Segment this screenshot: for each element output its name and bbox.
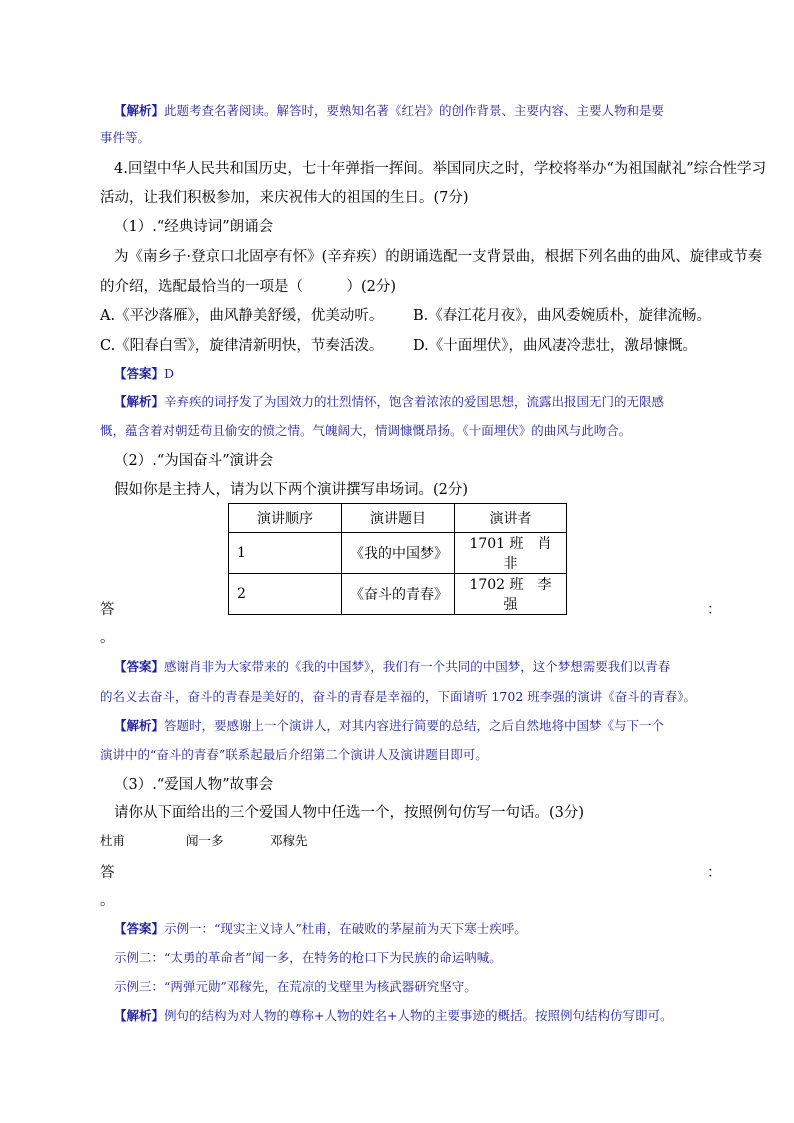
analysis-text: 此题考查名著阅读。解答时，要熟知名著《红岩》的创作背景、主要内容、主要人物和是要 xyxy=(164,103,665,118)
table-header-row xyxy=(229,504,567,533)
name-wenyiduo: 闻一多 xyxy=(186,833,224,848)
analysis-tag: 【解析】 xyxy=(114,1008,165,1023)
answer-tag: 【答案】 xyxy=(114,921,165,936)
analysis-tag: 【解析】 xyxy=(114,103,165,118)
option-c: C.《阳春白雪》，旋律清新明快，节奏活泼。 xyxy=(100,338,384,354)
sub3-answer-example1 xyxy=(100,919,527,937)
sub2-title: （2）.“为国奋斗”演讲会 xyxy=(114,453,274,469)
sub2-answer-line2: 的名义去奋斗，奋斗的青春是美好的，奋斗的青春是幸福的，下面请听 1702 班李强的演讲《奋斗的青春》。 xyxy=(100,689,697,704)
table-row xyxy=(229,533,567,574)
table-header: 演讲顺序 xyxy=(229,504,342,533)
analysis-tag: 【解析】 xyxy=(114,394,165,409)
sub1-prompt-line1: 为《南乡子·登京口北固亭有怀》(辛弃疾）的朗诵选配一支背景曲，根据下列名曲的曲风、旋律或节奏 xyxy=(114,249,763,265)
sub3-answer-example3: 示例三：“两弹元勋”邓稼先，在荒凉的戈壁里为核武器研究坚守。 xyxy=(114,979,477,994)
answer-tag: 【答案】 xyxy=(114,366,165,381)
answer-value: D xyxy=(164,366,175,381)
sub2-answer-line1 xyxy=(100,657,670,675)
sub2-answer-colon: ： xyxy=(707,602,722,618)
question-4-line2: 活动，让我们积极参加，来庆祝伟大的祖国的生日。(7分) xyxy=(100,190,469,206)
sub3-analysis xyxy=(100,1006,672,1024)
option-b: B.《春江花月夜》，曲风委婉质朴，旋律流畅。 xyxy=(413,308,712,324)
answer-tag: 【答案】 xyxy=(114,659,165,674)
sub1-analysis-line1 xyxy=(100,392,664,410)
sub3-answer-period: 。 xyxy=(100,893,115,909)
sub3-answer-example2: 示例二：“太勇的革命者”闻一多，在特务的枪口下为民族的命运呐喊。 xyxy=(114,950,502,965)
sub2-prompt: 假如你是主持人，请为以下两个演讲撰写串场词。(2分) xyxy=(114,482,469,498)
sub2-analysis-line2: 演讲中的“奋斗的青春”联系起最后介绍第二个演讲人及演讲题目即可。 xyxy=(100,747,488,762)
analysis-text: 例句的结构为对人物的尊称+人物的姓名+人物的主要事迹的概括。按照例句结构仿写即可。 xyxy=(164,1008,673,1023)
option-a: A.《平沙落雁》，曲风静美舒缓，优美动听。 xyxy=(100,308,384,324)
sub3-answer-colon: ： xyxy=(707,865,722,881)
analysis-text: 辛弃疾的词抒发了为国效力的壮烈情怀，饱含着浓浓的爱国思想，流露出报国无门的无限感 xyxy=(164,394,665,409)
name-dengjiaxian: 邓稼先 xyxy=(270,833,308,848)
sub2-analysis-line1 xyxy=(100,716,664,734)
sub1-answer xyxy=(100,364,174,382)
sub1-analysis-line2: 慨，蕴含着对朝廷苟且偷安的愤之情。气魄阔大，情调慷慨昂扬。《十面埋伏》的曲风与此吻合。 xyxy=(100,423,632,438)
name-dufu: 杜甫 xyxy=(100,833,126,848)
table-cell: 《奋斗的青春》 xyxy=(342,574,455,615)
speech-table xyxy=(228,503,567,615)
analysis-tag: 【解析】 xyxy=(114,718,165,733)
table-cell: 1701 班 肖非 xyxy=(455,533,567,574)
answer-text: 示例一：“现实主义诗人”杜甫，在破败的茅屋前为天下寒士疾呼。 xyxy=(164,921,527,936)
sub3-prompt: 请你从下面给出的三个爱国人物中任选一个，按照例句仿写一句话。(3分) xyxy=(114,805,585,821)
analysis-red-rock-line2: 事件等。 xyxy=(100,130,151,145)
option-d: D.《十面埋伏》，曲风凄冷悲壮，激昂慷慨。 xyxy=(413,338,697,354)
question-4-line1: 4.回望中华人民共和国历史，七十年弹指一挥间。举国同庆之时，学校将举办“为祖国献礼”综合性学习 xyxy=(114,161,767,177)
table-cell: 2 xyxy=(229,574,342,615)
sub2-answer-label: 答 xyxy=(100,602,115,618)
sub2-answer-period: 。 xyxy=(100,630,115,646)
sub3-answer-label: 答 xyxy=(100,865,115,881)
table-header: 演讲者 xyxy=(455,504,567,533)
sub1-prompt-line2: 的介绍，选配最恰当的一项是（ ）(2分) xyxy=(100,279,397,295)
table-header: 演讲题目 xyxy=(342,504,455,533)
answer-text: 感谢肖非为大家带来的《我的中国梦》，我们有一个共同的中国梦，这个梦想需要我们以青春 xyxy=(164,659,671,674)
sub1-title: （1）.“经典诗词”朗诵会 xyxy=(114,219,274,235)
table-row xyxy=(229,574,567,615)
table-cell: 1702 班 李强 xyxy=(455,574,567,615)
table-cell: 1 xyxy=(229,533,342,574)
table-cell: 《我的中国梦》 xyxy=(342,533,455,574)
analysis-red-rock-line1 xyxy=(100,101,664,119)
analysis-text: 答题时，要感谢上一个演讲人，对其内容进行简要的总结，之后自然地将中国梦《与下一个 xyxy=(164,718,665,733)
sub3-title: （3）.“爱国人物”故事会 xyxy=(114,777,274,793)
